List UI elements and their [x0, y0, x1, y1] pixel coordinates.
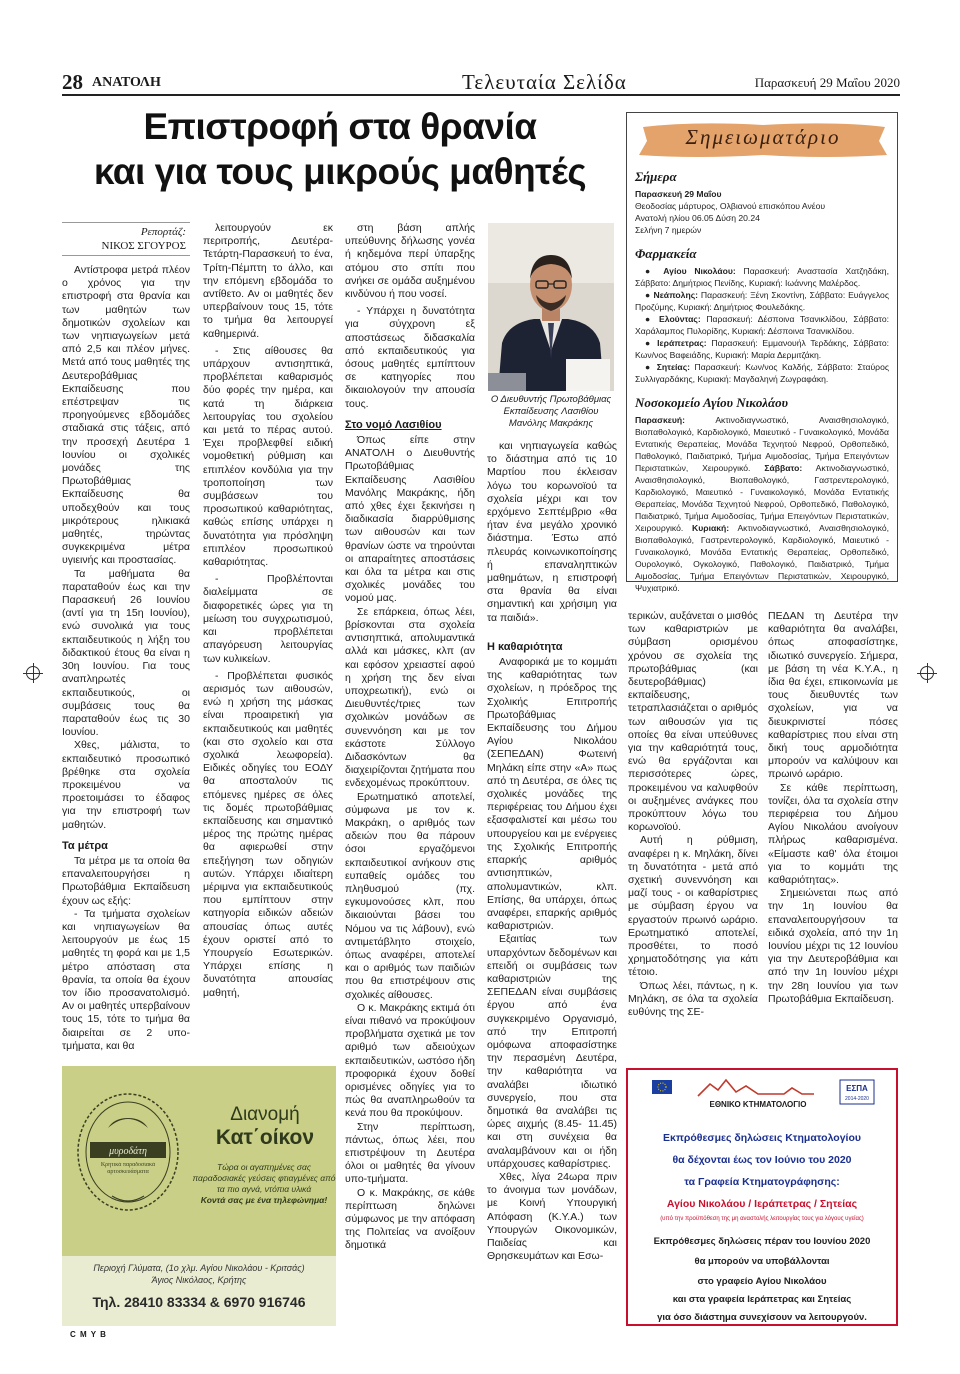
paragraph: Ο κ. Μακράκης, σε κάθε περίπτωση δηλώνει σύμφωνος με την απόφαση της Πολιτείας να ανοίξουν δημοτικά: [345, 1186, 475, 1252]
pharmacy-text: Παρασκευή: Ξένη Σκοντίνη, Σάββατο: Ευάγγελος Προζύμης, Κυριακή: Δημήτριος Φουλεδάκης.: [635, 290, 889, 312]
headline-line-1: Επιστροφή στα θρανία: [143, 106, 537, 147]
pharmacy-entry: ● Ιεράπετρας: Παρασκευή: Εμμανουήλ Τερδάκης, Σάββατο: Κων/νος Βαφειάδης, Κυριακή: Μαρία Δερμιτζάκη.: [635, 338, 889, 360]
issue-date: Παρασκευή 29 Μαΐου 2020: [754, 75, 900, 90]
paragraph: και νηπιαγωγεία καθώς το διάστημα από τις 10 Μαρτίου που έκλεισαν λόγω του κορωνοϊού τα σχολεία μέχρι και τον ερχόμενο Σεπτέμβριο «θα ήταν ένα μεγάλο χρονικό διάστημα. Έστω από πλευράς κοινωνικοποίησης ή επαναληπτικών μαθημάτων, η επιστροφή στα θρανία θα είναι σημαντική και χρήσιμη για τα παιδιά».: [487, 440, 617, 624]
pharmacy-text: Παρασκευή: Εμμανουήλ Τερδάκης, Σάββατο: Κων/νος Βαφειάδης, Κυριακή: Μαρία Δερμιτζάκη.: [635, 338, 889, 360]
portrait-illustration: [488, 223, 614, 391]
cadastre-line-3: τα Γραφεία Κτηματογράφησης:: [684, 1176, 840, 1188]
today-heading: Σήμερα: [635, 169, 677, 184]
paragraph: Χθες, λίγα 24ωρα πριν το άνοιγμα των μονάδων, με Κοινή Υπουργική Απόφαση (Κ.Υ.Α.) των Υπουργών Οικονομικών, Παιδείας και Θρησκευμάτων και Εσω-: [487, 1170, 617, 1263]
article-column-2: [203, 222, 333, 1058]
article-column-1: [62, 264, 190, 1058]
paragraph: - Τα τμήματα σχολείων και νηπιαγωγείων θα λειτουργούν με έως 15 μαθητές τη φορά και με 1,5 μέτρο απόσταση στα θρανία, τα οποία θα έχουν τον ίδιο προσανατολισμό. Αν οι μαθητές υπερβαίνουν τους 15, τότε το τμήμα θα διαιρείται σε 2 υπο-τμήματα, και θα: [62, 907, 190, 1052]
paragraph: - Υπάρχει η δυνατότητα για σύγχρονη εξ αποστάσεως διδασκαλία από εκπαιδευτικούς για όσους μαθητές εμπίπτουν σε κατηγορίες που δικαιολογούν την απουσία τους.: [345, 305, 475, 410]
pharmacy-town: Σητείας:: [656, 362, 691, 372]
paragraph: τερικών, αυξάνεται ο μισθός των καθαριστριών με σύμβαση ορισμένου χρόνου σε σχολεία της πρωτοβάθμιας (και δευτεροβάθμιας) εκπαίδευσης, τετραπλασιάζεται ο αριθμός των αιθουσών για τις οποίες θα είναι υπεύθυνες για την καθαριότητά τους, ενώ θα εργάζονται και περισσότερες ώρες, προκειμένου να καλυφθούν οι αυξημένες ανάγκες που προκύπτουν λόγω του κορωνοϊού.: [628, 610, 758, 834]
paragraph: Αντίστροφα μετρά πλέον ο χρόνος για την επιστροφή στα θρανία και των μαθητών των δημοτικών σχολείων και των νηπιαγωγείων μετά από 2,5 και πλέον μήνες. Μετά από τους μαθητές της Δευτεροβάθμιας Εκπαίδευσης που επέστρεψαν τις προηγούμενες εβδομάδες σταδιακά στις τάξεις, από την προσεχή Δευτέρα 1 Ιουνίου οι σχολικές μονάδες της Πρωτοβάθμιας Εκπαίδευσης θα υποδεχθούν και τους μικρότερους ηλικιακά μαθητές, τηρώντας συγκεκριμένα μέτρα υγιεινής και προστασίας.: [62, 264, 190, 567]
cadastre-line-7: θα μπορούν να υποβάλλονται: [694, 1256, 830, 1267]
page-number: 28: [62, 70, 83, 94]
page-header: [62, 70, 900, 96]
paragraph: Ο κ. Μακράκης εκτιμά ότι είναι πιθανό να προκύψουν προβλήματα σχετικά με τον αριθμό των αδειούχων εκπαιδευτικών, ωστόσο ήδη προφορικά έχουν δοθεί ορισμένες οδηγίες για το πώς θα αναπληρωθούν τα κενά που θα προκύψουν.: [345, 1001, 475, 1120]
ad-footer: [62, 1256, 336, 1326]
pharmacy-text: Παρασκευή: Κων/νος Καλδής, Σάββατο: Σταύρος Συλλιγαρδάκης, Κυριακή: Μαγδαληνή Ζωγραφάκη.: [635, 362, 889, 384]
paragraph: Σε επάρκεια, όπως λέει, βρίσκονται στα σχολεία αντισηπτικά, απολυμαντικά αλλά και μάσκες, κλπ (αν και εφόσον χρειαστεί αφού η χρήση της δεν είναι υποχρεωτική), ενώ οι Διευθυντές/τριες των σχολικών μονάδων σε συνεννόηση και με τον εκάστοτε Σύλλογο Διδασκόντων θα διαχειρίζονται ζητήματα που ενδεχομένως προκύπτουν.: [345, 605, 475, 790]
paragraph: λειτουργούν εκ περιτροπής, Δευτέρα-Τετάρτη-Παρασκευή το ένα, Τρίτη-Πέμπτη το άλλο, και την επόμενη εβδομάδα το αντίθετο. Αν οι μαθητές δεν υπερβαίνουν τους 15, τότε το τμήμα θα λειτουργεί καθημερινά.: [203, 222, 333, 340]
espa-years: 2014-2020: [845, 1096, 869, 1102]
paragraph: Όπως είπε στην ΑΝΑΤΟΛΗ ο Διευθυντής Πρωτοβάθμιας Εκπαίδευσης Λασιθίου Μανόλης Μακράκης, ήδη από χθες έχει ξεκινήσει η διαδικασία διαρρύθμισης των αιθουσών και των θρανίων ώστε να τηρούνται οι απαραίτητες αποστάσεις και όλα τα μέτρα και στις σχολικές μονάδες του νομού μας.: [345, 434, 475, 605]
paragraph: - Προβλέπονται διαλείμματα σε διαφορετικές ώρες για τη μείωση του συγχρωτισμού, και προβλέπεται απαγόρευση λειτουργίας των κυλικείων.: [203, 573, 333, 665]
byline: [62, 222, 190, 256]
paragraph: Σημειώνεται πως από την 1η Ιουνίου θα επαναλειτουργήσουν τα ειδικά σχολεία, από την 1η Ιουνίου μέχρι τις 12 Ιουνίου για την Δευτεροβάθμια και από την 1η Ιουνίου μέχρι την 28η Ιουνίου για των Πρωτοβάθμια Εκπαίδευση.: [768, 887, 898, 1005]
cadastre-line-10: για όσο διάστημα συνεχίσουν να λειτουργούν.: [657, 1312, 867, 1323]
cadastre-offices: Αγίου Νικολάου / Ιεράπετρας / Σητείας: [666, 1198, 858, 1210]
cadastre-line-9: και στα γραφεία Ιεράπετρας και Σητείας: [672, 1294, 852, 1305]
pharmacy-text: Παρασκευή: Δέσποινα Τσανικλίδου, Σάββατο: Χαράλαμπος Πυλορίδης, Κυριακή: Δέσποινα Τσανικλίδου.: [635, 314, 889, 336]
notebook-box: [626, 112, 898, 593]
cmyk-mark: C M Y B: [70, 1330, 107, 1339]
photo-caption: Ο Διευθυντής Πρωτοβάθμιας Εκπαίδευσης Λασιθίου Μανόλης Μακράκης: [490, 394, 612, 429]
cadastre-logos: [634, 1074, 890, 1116]
paragraph: Στην περίπτωση, πάντως, όπως λέει, που επιστρέψουν τη Δευτέρα όλοι οι μαθητές θα γίνουν υπο-τμήματα.: [345, 1120, 475, 1186]
article-headline: [62, 104, 618, 194]
today-date: Παρασκευή 29 Μαΐου: [635, 189, 722, 199]
headline-line-2: και για τους μικρούς μαθητές: [93, 151, 587, 192]
paragraph: - Προβλέπεται φυσικός αερισμός των αιθουσών, ενώ η χρήση της μάσκας είναι προαιρετική για εκπαιδευτικούς και μαθητές (και στο σχολείο και στα σχολικά λεωφορεία). Ειδικές οδηγίες του ΕΟΔΥ θα αποσταλούν τις επόμενες ημέρες σε όλες τις δομές πρωτοβάθμιας εκπαίδευσης και σημαντικό μέρος της πρώτης ημέρας θα αφιερωθεί στην επεξήγηση των οδηγιών αυτών. Υπάρχει ιδιαίτερη μέριμνα για εκπαιδευτικούς που εμπίπτουν στην κατηγορία ειδικών αδειών απουσίας όπως αυτές έχουν οριστεί από το Υπουργείο Εσωτερικών. Υπάρχει επίσης η δυνατότητα απουσίας μαθητή,: [203, 669, 333, 999]
today-sun: Ανατολή ηλίου 06.05 Δύση 20.24: [635, 213, 760, 223]
subheading: Η καθαριότητα: [487, 640, 563, 653]
pharmacy-town: Ελούντας:: [659, 314, 701, 324]
paragraph: Αναφορικά με το κομμάτι της καθαριότητας των σχολείων, η πρόεδρος της Σχολικής Επιτροπής Πρωτοβάθμιας Εκπαίδευσης του Δήμου Αγίου Νικολάου (ΣΕΠΕΔΑΝ) Φωτεινή Μηλάκη είπε στην «Α» πως από τη Δευτέρα, σε όλες τις σχολικές μονάδες της περιφέρειας του Δήμου έχει εξασφαλιστεί και μέσω του υπουργείου και με ενέργειες της Σχολικής Επιτροπής επαρκής αριθμός αντισηπτικών, απολυμαντικών, κλπ. Επίσης, θα υπάρχει, όπως αναφέρει, επαρκής αριθμός καθαριστριών.: [487, 656, 617, 933]
ad-call-to-action: Κοντά σας με ένα τηλεφώνημα!: [200, 1195, 328, 1205]
ad-text: [192, 1162, 336, 1206]
ad-body: Τώρα οι αγαπημένες σας παραδοσιακές γεύσεις φτιαγμένες από τα πιο αγνά, ντόπια υλικά: [192, 1162, 336, 1194]
bakery-logo: [72, 1088, 184, 1216]
registration-mark-icon: [920, 666, 934, 680]
hospital-heading: Νοσοκομείο Αγίου Νικολάου: [635, 395, 789, 410]
notebook-title: Σημειωματάριο: [685, 125, 841, 149]
paragraph: Τα μαθήματα θα παραταθούν έως και την Παρασκευή 26 Ιουνίου (αντί για τη 15η Ιουνίου), ενώ συνολικά για τους εκπαιδευτικούς η λήξη του διδακτικού έτους θα είναι η 30η Ιουνίου. Για τους αναπληρωτές εκπαιδευτικούς, οι συμβάσεις τους θα παραταθούν έως τις 30 Ιουνίου.: [62, 567, 190, 739]
pharmacy-entry: ● Νεάπολης: Παρασκευή: Ξένη Σκοντίνη, Σάββατο: Ευάγγελος Προζύμης, Κυριακή: Δημήτριος Φουλεδάκης.: [635, 290, 889, 312]
ad-address: [62, 1262, 336, 1286]
hospital-clinics: Ακτινοδιαγνωστικό, Αναισθησιολογικό, Βιοπαθολογικό, Γαστρεντερολογικό, Καρδιολογικό, Μαιευτικό - Γυναικολογικό, Μονάδα Εντατικής Θεραπείας, Ορθοπεδικό, Ουρολογικό, Ογκολογικό, Παθολογικό, Παιδιατρικό, Τμήμα Αιμοδοσίας, Τμήμα Επειγόντων Περιστατικών, Χειρουργικό, Ψυχιατρικό.: [635, 523, 889, 593]
pharmacy-town: Αγίου Νικολάου:: [663, 266, 736, 276]
ad-address-line: Περιοχή Γλύματα, (1ο χλμ. Αγίου Νικολάου - Κριτσάς): [93, 1263, 305, 1273]
hospital-schedule: [635, 414, 889, 594]
pharmacy-entry: ● Αγίου Νικολάου: Παρασκευή: Αναστασία Χατζηδάκη, Σάββατο: Δημήτριος Πενίδης, Κυριακή: Ιωάννης Μαλέρδος.: [635, 266, 889, 288]
byline-role: Ρεπορτάζ:: [140, 226, 186, 238]
paragraph: Σε κάθε περίπτωση, τονίζει, όλα τα σχολεία στην περιφέρεια του Δήμου Αγίου Νικολάου ανοίγουν πλήρως καθαρισμένα. «Είμαστε καθ' όλα έτοιμοι για το κομμάτι της καθαριότητας».: [768, 781, 898, 887]
paragraph: Αυτή η ρύθμιση, αναφέρει η κ. Μηλάκη, δίνει τη δυνατότητα - μετά από σχετική συνεννόηση και μαζί τους - οι καθαρίστριες με σύμβαση έργου να εργαστούν πρωινό ωράριο. Ερωτηματικό αποτελεί, προσθέτει, το ποσό χρηματοδότησης για κάτι τέτοιο.: [628, 834, 758, 979]
cadastre-line-8: στο γραφείο Αγίου Νικολάου: [697, 1276, 827, 1287]
espa-logo: ΕΣΠΑ: [846, 1084, 868, 1093]
pharmacy-text: Παρασκευή: Αναστασία Χατζηδάκη, Σάββατο: Δημήτριος Πενίδης, Κυριακή: Ιωάννης Μαλέρδος.: [635, 266, 889, 288]
today-moon: Σελήνη 7 ημερών: [635, 225, 702, 235]
paragraph: Ερωτηματικό αποτελεί, σύμφωνα με τον κ. Μακράκη, ο αριθμός των αδειών που θα πάρουν όσοι εργαζόμενοι εκπαιδευτικοί ανήκουν στις ευπαθείς ομάδες του πληθυσμού (πχ. εγκυμονούσες κλπ, που δικαιούνται βάσει του Νόμου να τις λάβουν), ενώ αντιμετάβλητο στοιχείο, όπως αναφέρει, αποτελεί και ο αριθμός των παιδιών που θα επιστρέψουν στις σχολικές αίθουσες.: [345, 790, 475, 1001]
hospital-day: Κυριακή:: [692, 523, 730, 533]
hospital-day: Σάββατο:: [764, 463, 803, 473]
article-column-3: [345, 222, 475, 1326]
ad-title-1: Διανομή: [230, 1104, 300, 1125]
ad-address-line: Άγιος Νικόλαος, Κρήτης: [151, 1275, 247, 1285]
paragraph: Εξαιτίας των υπαρχόντων δεδομένων και επειδή οι συμβάσεις των καθαριστριών της ΣΕΠΕΔΑΝ είναι συμβάσεις έργου από ένα συγκεκριμένο Οργανισμό, από την Επιτροπή ομόφωνα αποφασίστηκε την περασμένη Δευτέρα, την καθαριότητα να αναλάβει ιδιωτικό συνεργείο, που στα δημοτικά θα αναλάβει τις ώρες αιχμής (8.45- 11.45) και στη συνέχεια θα αναλαμβάνουν και οι ήδη υπάρχουσες καθαρίστριες.: [487, 933, 617, 1170]
subheading: Τα μέτρα: [62, 839, 108, 852]
paragraph: ΠΕΔΑΝ τη Δευτέρα την καθαριότητα θα αναλάβει, όπως αποφασίστηκε, ιδιωτικό συνεργείο. Σήμερα, με βάση τη νέα Κ.Υ.Α., η ίδια θα έχει, επικοινωνία με τους διευθυντές των σχολείων, για να διευκρινιστεί πόσες καθαρίστριες που είναι στη δική τους αρμοδιότητα μπορούν να καλύψουν και πρωινό ωράριο.: [768, 610, 898, 781]
logo-tagline: Κρητικά παραδοσιακά αρτοσκευάσματα: [100, 1162, 156, 1175]
cadastre-logo-text: ΕΘΝΙΚΟ ΚΤΗΜΑΤΟΛΟΓΙΟ: [709, 1100, 807, 1109]
pharmacy-entry: ● Σητείας: Παρασκευή: Κων/νος Καλδής, Σάββατο: Σταύρος Συλλιγαρδάκης, Κυριακή: Μαγδαληνή Ζωγραφάκη.: [635, 362, 889, 384]
eu-flag-icon: [652, 1080, 672, 1094]
ad-phone: Τηλ. 28410 83334 & 6970 916746: [92, 1294, 306, 1310]
hospital-clinics: Ακτινοδιαγνωστικό, Αναισθησιολογικό, Βιοπαθολογικό, Καρδιολογικό, Μαιευτικό - Γυναικολογικό, Μονάδα Εντατικής Θεραπείας, Μονάδα Τεχνητού Νεφρού, Ορθοπεδικό, Παθολογικό, Παιδιατρικό, Τμήμα Αιμοδοσίας, Τμήμα Επειγόντων Περιστατικών, Χειρουργικό.: [635, 415, 889, 473]
ad-title-2: Κατ΄οίκον: [215, 1126, 315, 1149]
paragraph: Όπως λέει, πάντως, η κ. Μηλάκη, σε όλα τα σχολεία ευθύνης της ΣΕ-: [628, 979, 758, 1019]
cadastre-line-6: Εκπρόθεσμες δηλώσεις πέραν του Ιουνίου 2020: [653, 1236, 871, 1247]
section-title: Τελευταία Σελίδα: [462, 70, 627, 94]
cadastre-line-1: Εκπρόθεσμες δηλώσεις Κτηματολογίου: [662, 1132, 862, 1144]
byline-name: ΝΙΚΟΣ ΣΓΟΥΡΟΣ: [101, 240, 186, 252]
paper-name: ΑΝΑΤΟΛΗ: [92, 75, 161, 90]
cadastre-advertisement: [626, 1068, 898, 1326]
today-saints: Θεοδοσίας μάρτυρος, Ολβιανού επισκόπου Ανέου: [635, 201, 826, 211]
cadastre-line-2: θα δέχονται έως τον Ιούνιο του 2020: [672, 1154, 852, 1166]
notebook-banner: [635, 119, 891, 161]
portrait-photo: [488, 223, 614, 391]
article-column-4: [487, 440, 617, 1326]
paragraph: - Στις αίθουσες θα υπάρχουν αντισηπτικά, προβλέπεται καθαρισμός δύο φορές την ημέρα, και κατά τη διάρκεια λειτουργίας του σχολείου και μετά το πέρας αυτού. Έχει προβλεφθεί ειδική νομοθετική ρύθμιση και επιπλέον κονδύλια για την τροποποίηση των συμβάσεων του προσωπικού καθαριότητας, καθώς επίσης υπάρχει η δυνατότητα για πρόσληψη επιπλέον προσωπικού καθαριότητας.: [203, 344, 333, 569]
pharmacy-town: Ιεράπετρας:: [657, 338, 707, 348]
subheading: Στο νομό Λασιθίου: [345, 418, 442, 431]
landscape-icon: [698, 1080, 814, 1096]
delivery-advertisement: [62, 1066, 336, 1326]
pharmacy-town: Νεάπολης:: [653, 290, 699, 300]
logo-brand: μυροδάτη: [109, 1146, 147, 1157]
paragraph: Τα μέτρα με τα οποία θα επαναλειτουργήσει η Πρωτοβάθμια Εκπαίδευση έχουν ως εξής:: [62, 854, 190, 907]
hospital-day: Παρασκευή:: [635, 415, 685, 425]
article-column-5: [628, 610, 758, 1050]
pharmacy-heading: Φαρμακεία: [635, 246, 697, 261]
paragraph: Χθες, μάλιστα, το εκπαιδευτικό προσωπικό βρέθηκε στα σχολεία προκειμένου να προετοιμάσει το έδαφος για την επιστροφή των μαθητών.: [62, 739, 190, 831]
registration-mark-icon: [26, 666, 40, 680]
hospital-clinics: Ακτινοδιαγνωστικό, Αναισθησιολογικό, Βιοπαθολογικό, Γαστρεντερολογικό, Καρδιολογικό, Μαιευτικό - Γυναικολογικό, Μονάδα Εντατικής Θεραπείας, Μονάδα Τεχνητού Νεφρού, Ορθοπεδικό, Παθολογικό, Παιδιατρικό, Τμήμα Αιμοδοσίας, Τμήμα Επειγόντων Περιστατικών, Χειρουργικό.: [635, 463, 890, 533]
cadastre-note: (υπό την προϋπόθεση της μη αναστολής λειτουργίας τους για λόγους υγείας): [660, 1216, 864, 1222]
article-column-6: [768, 610, 898, 1050]
paragraph: στη βάση απλής υπεύθυνης δήλωσης γονέα ή κηδεμόνα περί ύπαρξης ατόμου στο σπίτι που ανήκει σε ομάδα αυξημένου κινδύνου ή που νοσεί.: [345, 222, 475, 301]
pharmacy-entry: ● Ελούντας: Παρασκευή: Δέσποινα Τσανικλίδου, Σάββατο: Χαράλαμπος Πυλορίδης, Κυριακή: Δέσποινα Τσανικλίδου.: [635, 314, 889, 336]
